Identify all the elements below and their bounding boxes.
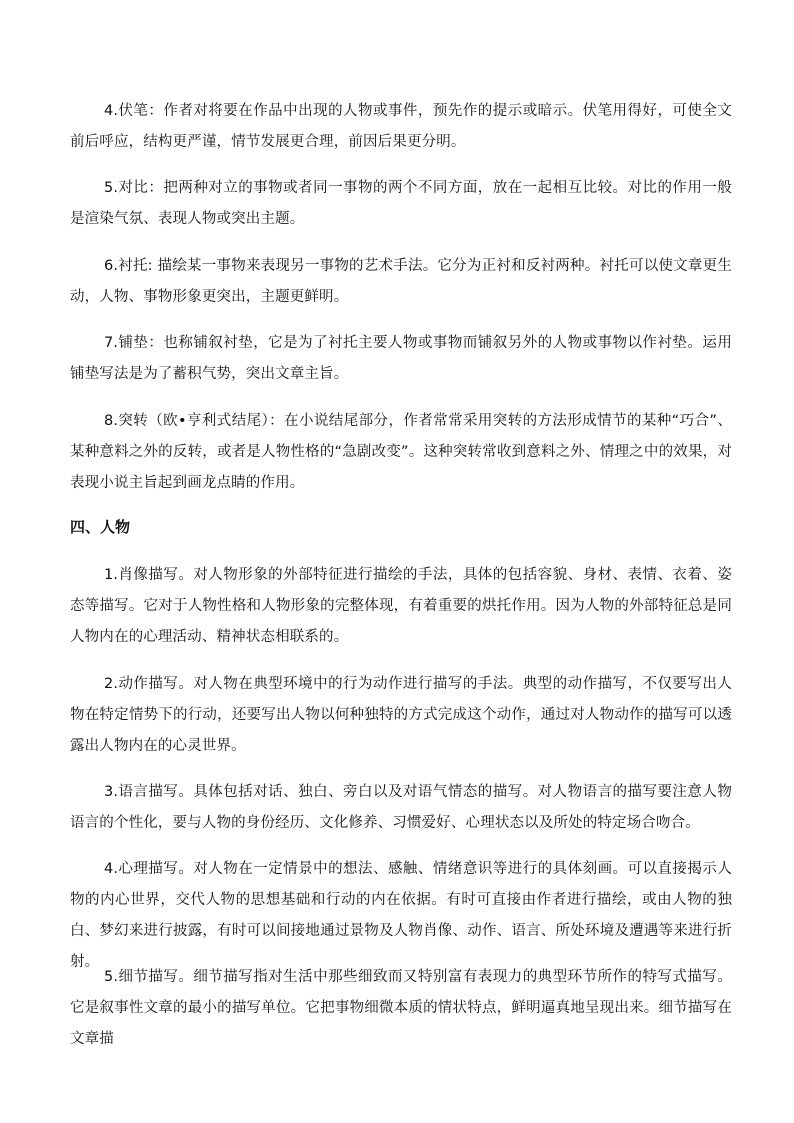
paragraph-twist-ending: 8.突转（欧•亨利式结尾）：在小说结尾部分，作者常常采用突转的方法形成情节的某种“巧合”、某种意料之外的反转，或者是人物性格的“急剧改变”。这种突转常收到意料之外、情理之中的效果，对表现小说主旨起到画龙点睛的作用。 [70,413,732,491]
paragraph-foreshadowing: 4.伏笔：作者对将要在作品中出现的人物或事件，预先作的提示或暗示。伏笔用得好，可使全文前后呼应，结构更严谨，情节发展更合理，前因后果更分明。 [70,103,732,150]
paragraph-foil: 6.衬托: 描绘某一事物来表现另一事物的艺术手法。它分为正衬和反衬两种。衬托可以使文章更生动，人物、事物形象更突出，主题更鲜明。 [70,258,732,305]
paragraph-language-description: 3.语言描写。具体包括对话、独白、旁白以及对语气情态的描写。对人物语言的描写要注意人物语言的个性化，要与人物的身份经历、文化修养、习惯爱好、心理状态以及所处的特定场合吻合。 [70,784,732,831]
paragraph-action-description: 2.动作描写。对人物在典型环境中的行为动作进行描写的手法。典型的动作描写，不仅要写出人物在特定情势下的行动，还要写出人物以何种独特的方式完成这个动作，通过对人物动作的描写可以透露出人物内在的心灵世界。 [70,676,732,754]
paragraph-contrast: 5.对比：把两种对立的事物或者同一事物的两个不同方面，放在一起相互比较。对比的作用一般是渲染气氛、表现人物或突出主题。 [70,180,732,227]
paragraph-psychological-description: 4.心理描写。对人物在一定情景中的想法、感触、情绪意识等进行的具体刻画。可以直接揭示人物的内心世界，交代人物的思想基础和行动的内在依据。有时可直接由作者进行描绘，或由人物的独白、梦幻来进行披露，有时可以间接地通过景物及人物肖像、动作、语言、所处环境及遭遇等来进行折射。 [70,861,732,970]
paragraph-groundwork: 7.铺垫：也称铺叙衬垫，它是为了衬托主要人物或事物而铺叙另外的人物或事物以作衬垫。运用铺垫写法是为了蓄积气势，突出文章主旨。 [70,335,732,382]
paragraph-portrait-description: 1.肖像描写。对人物形象的外部特征进行描绘的手法，具体的包括容貌、身材、表情、衣着、姿态等描写。它对于人物性格和人物形象的完整体现，有着重要的烘托作用。因为人物的外部特征总是同人物内在的心理活动、精神状态相联系的。 [70,567,732,645]
section-heading-characters: 四、人物 [70,518,131,536]
paragraph-detail-description: 5.细节描写。细节描写指对生活中那些细致而又特别富有表现力的典型环节所作的特写式描写。它是叙事性文章的最小的描写单位。它把事物细微本质的情状特点，鲜明逼真地呈现出来。细节描写在文章描 [70,969,732,1047]
